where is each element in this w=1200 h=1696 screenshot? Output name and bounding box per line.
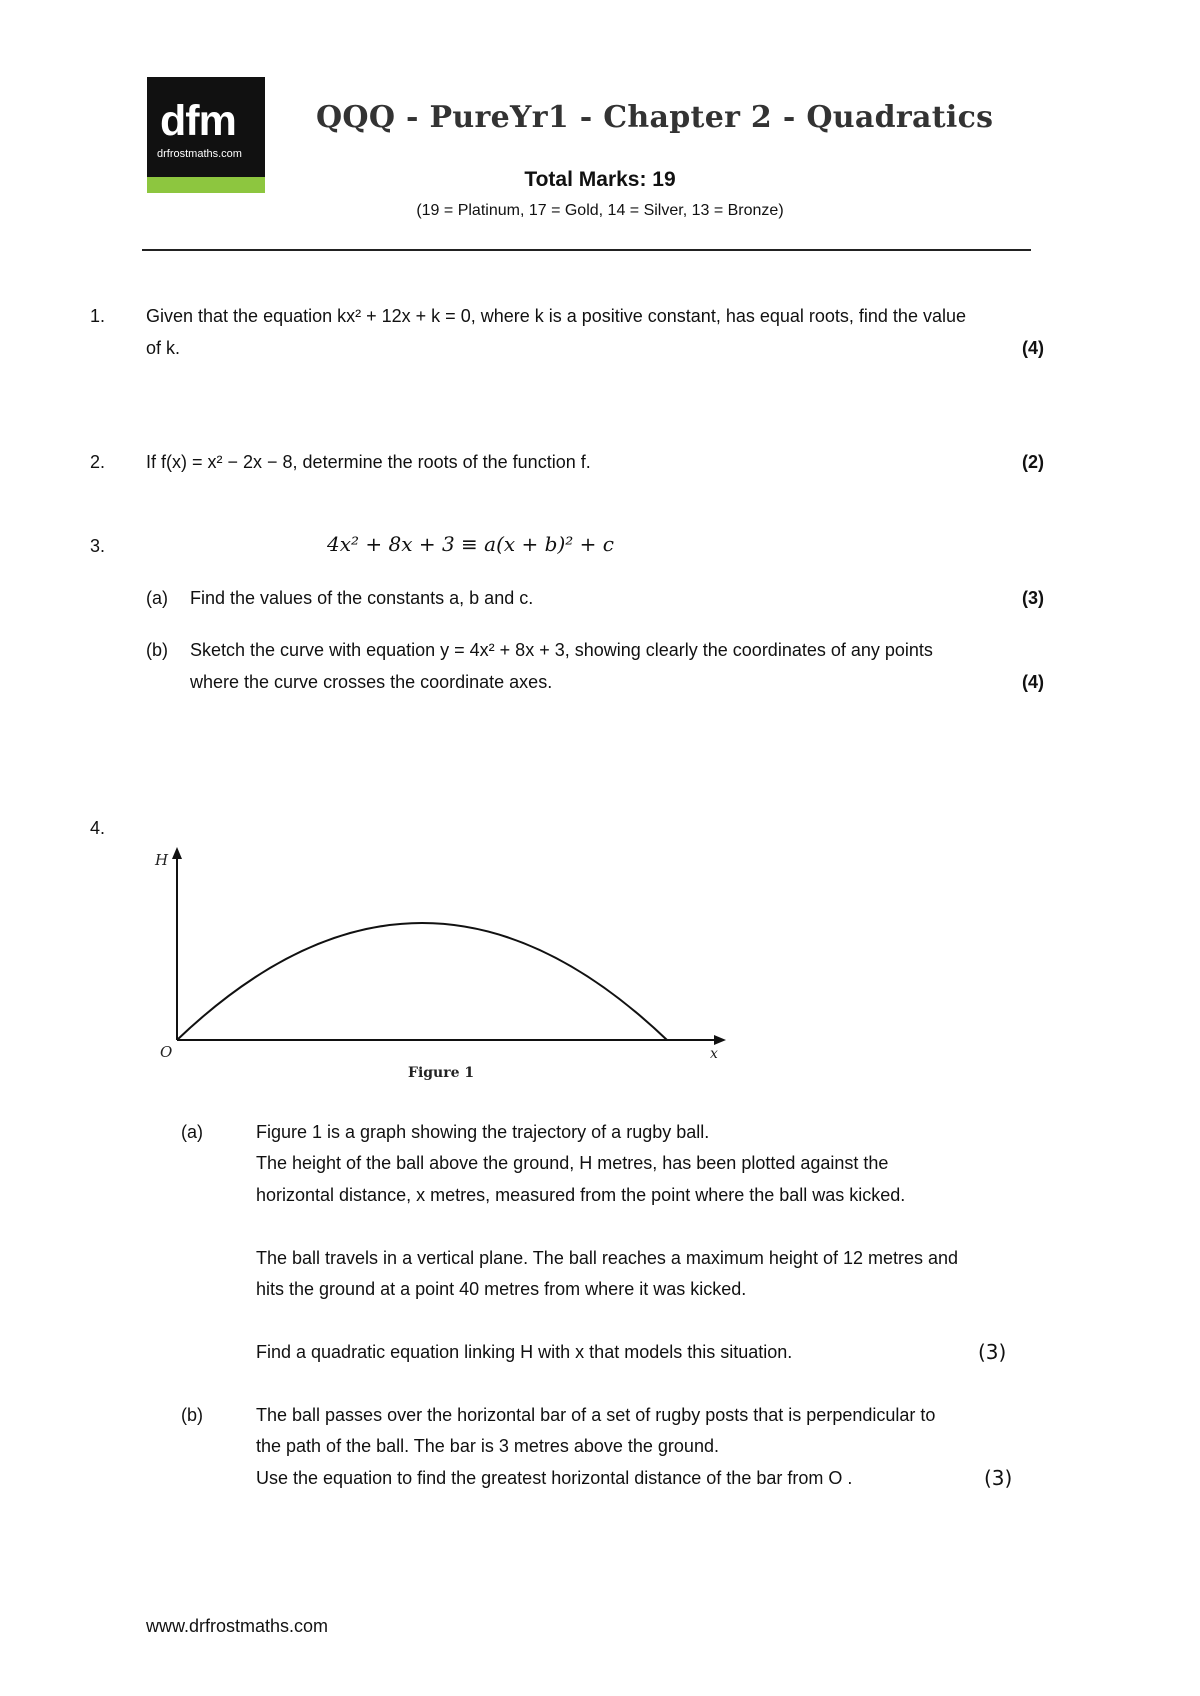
question-3-identity: 4x² + 8x + 3 ≡ a(x + b)² + c [327,532,614,556]
question-3b-marks: (4) [1022,672,1044,692]
question-4a-line-3: horizontal distance, x metres, measured from the point where the ball was kicked. [256,1185,906,1205]
origin-label: O [160,1043,173,1061]
figure-1-trajectory-graph [150,845,730,1085]
question-1-line-1: Given that the equation kx² + 12x + k = 0, where k is a positive constant, has equal roots, find the value [146,306,966,326]
total-marks: Total Marks: 19 [524,168,676,191]
logo-url: drfrostmaths.com [157,148,242,160]
x-axis-label: x [710,1046,718,1062]
question-1-number: 1. [90,306,106,326]
question-1-line-2: of k. [146,338,181,358]
question-2-text: If f(x) = x² − 2x − 8, determine the roots of the function f. [146,452,591,472]
page-title: QQQ - PureYr1 - Chapter 2 - Quadratics [316,100,994,135]
question-4b-line-1: The ball passes over the horizontal bar of a set of rugby posts that is perpendicular to [256,1405,936,1425]
question-3b-line-1: Sketch the curve with equation y = 4x² + 8x + 3, showing clearly the coordinates of any points [190,640,933,660]
question-4b-label: (b) [181,1405,203,1425]
question-4a-line-2: The height of the ball above the ground, H metres, has been plotted against the [256,1153,889,1173]
question-4a-line-6: Find a quadratic equation linking H with x that models this situation. [256,1342,793,1362]
question-3b-line-2: where the curve crosses the coordinate axes. [190,672,553,692]
trajectory-curve [177,923,667,1040]
grade-boundaries: (19 = Platinum, 17 = Gold, 14 = Silver, 13 = Bronze) [416,202,784,219]
question-4a-marks: (3) [978,1340,1007,1364]
question-3b-label: (b) [146,640,168,660]
question-1-marks: (4) [1022,338,1044,358]
question-3-number: 3. [90,536,106,556]
header-divider [142,249,1031,251]
question-4b-line-3: Use the equation to find the greatest horizontal distance of the bar from O . [256,1468,853,1488]
y-axis-arrow [172,847,182,859]
footer-url[interactable]: www.drfrostmaths.com [146,1616,329,1636]
question-4a-label: (a) [181,1122,203,1142]
y-axis-label: H [155,851,169,869]
logo-text: dfm [160,97,236,145]
question-2-marks: (2) [1022,452,1044,472]
question-4b-line-2: the path of the ball. The bar is 3 metres above the ground. [256,1436,719,1456]
question-3a-marks: (3) [1022,588,1044,608]
question-4a-line-4: The ball travels in a vertical plane. The ball reaches a maximum height of 12 metres and [256,1248,959,1268]
question-2-number: 2. [90,452,106,472]
question-4a-line-5: hits the ground at a point 40 metres from where it was kicked. [256,1279,747,1299]
question-3a-label: (a) [146,588,168,608]
figure-caption: Figure 1 [408,1065,475,1081]
question-4a-line-1: Figure 1 is a graph showing the trajectory of a rugby ball. [256,1122,710,1142]
question-4b-marks: (3) [984,1466,1013,1490]
question-4-number: 4. [90,818,106,838]
x-axis-arrow [714,1035,726,1045]
question-3a-text: Find the values of the constants a, b and c. [190,588,534,608]
